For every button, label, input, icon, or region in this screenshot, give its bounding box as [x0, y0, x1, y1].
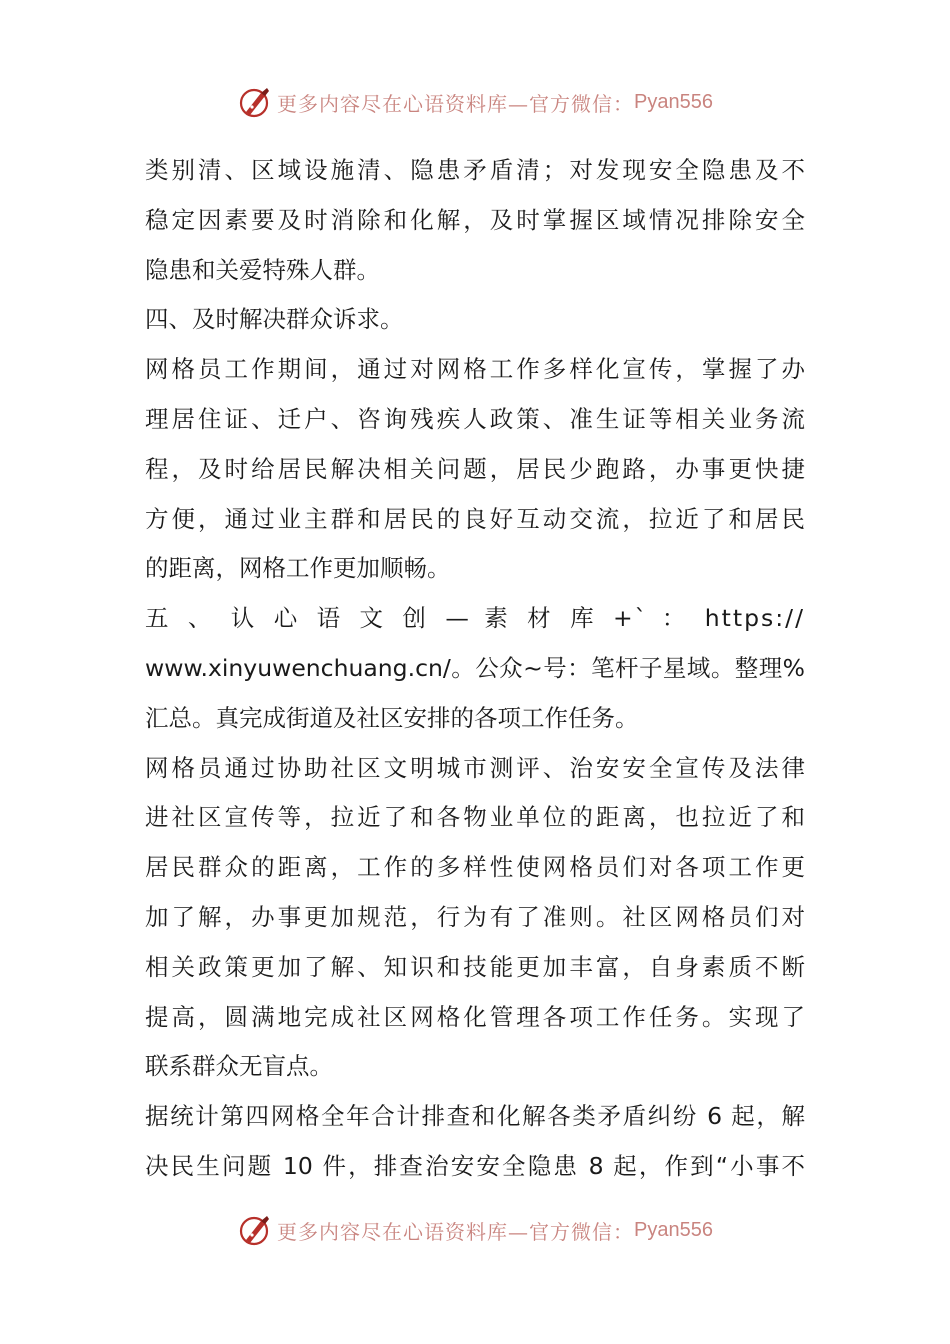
body-line: 据统计第四网格全年合计排查和化解各类矛盾纠纷 6 起，解: [145, 1102, 805, 1131]
body-line: 加了解，办事更加规范，行为有了准则。社区网格员们对: [145, 902, 805, 931]
footer-banner-text: 更多内容尽在心语资料库—官方微信：: [277, 1219, 635, 1244]
header-banner-text: 更多内容尽在心语资料库—官方微信：: [277, 91, 635, 116]
pen-nib-logo-icon: [237, 84, 273, 120]
body-line: 理居住证、迁户、咨询残疾人政策、准生证等相关业务流: [145, 404, 805, 433]
section-heading-5: 五 、 认 心 语 文 创 — 素 材 库 +` ： https://: [145, 604, 805, 633]
body-line: 汇总。真完成街道及社区安排的各项工作任务。: [145, 703, 639, 732]
body-line: 提高，圆满地完成社区网格化管理各项工作任务。实现了: [145, 1002, 805, 1031]
body-line: 程，及时给居民解决相关问题，居民少跑路，办事更快捷: [145, 454, 805, 483]
footer-banner: [0, 1208, 950, 1252]
body-line: 稳定因素要及时消除和化解，及时掌握区域情况排除安全: [145, 205, 805, 234]
body-line: 决民生问题 10 件，排查治安安全隐患 8 起，作到“小事不: [145, 1151, 805, 1180]
header-wechat-id: Pyan556: [634, 90, 713, 113]
body-line: 方便，通过业主群和居民的良好互动交流，拉近了和居民: [145, 504, 805, 533]
body-line: 进社区宣传等，拉近了和各物业单位的距离，也拉近了和: [145, 803, 805, 832]
body-line: 类别清、区域设施清、隐患矛盾清；对发现安全隐患及不: [145, 156, 805, 184]
body-line: 联系群众无盲点。: [145, 1052, 333, 1081]
body-line: 居民群众的距离，工作的多样性使网格员们对各项工作更: [145, 853, 805, 882]
header-banner: [0, 80, 950, 124]
section-heading-4: 四、及时解决群众诉求。: [145, 305, 404, 334]
pen-nib-logo-icon: [237, 1212, 273, 1248]
body-line: www.xinyuwenchuang.cn/。公众~号：笔杆子星域。整理%: [145, 653, 805, 682]
body-line: 相关政策更加了解、知识和技能更加丰富，自身素质不断: [145, 952, 805, 981]
footer-wechat-id: Pyan556: [634, 1218, 713, 1241]
body-line: 隐患和关爱特殊人群。: [145, 255, 380, 284]
body-line: 的距离，网格工作更加顺畅。: [145, 554, 451, 583]
body-line: 网格员通过协助社区文明城市测评、治安安全宣传及法律: [145, 753, 805, 782]
body-line: 网格员工作期间，通过对网格工作多样化宣传，掌握了办: [145, 355, 805, 384]
document-body: [145, 146, 805, 1192]
